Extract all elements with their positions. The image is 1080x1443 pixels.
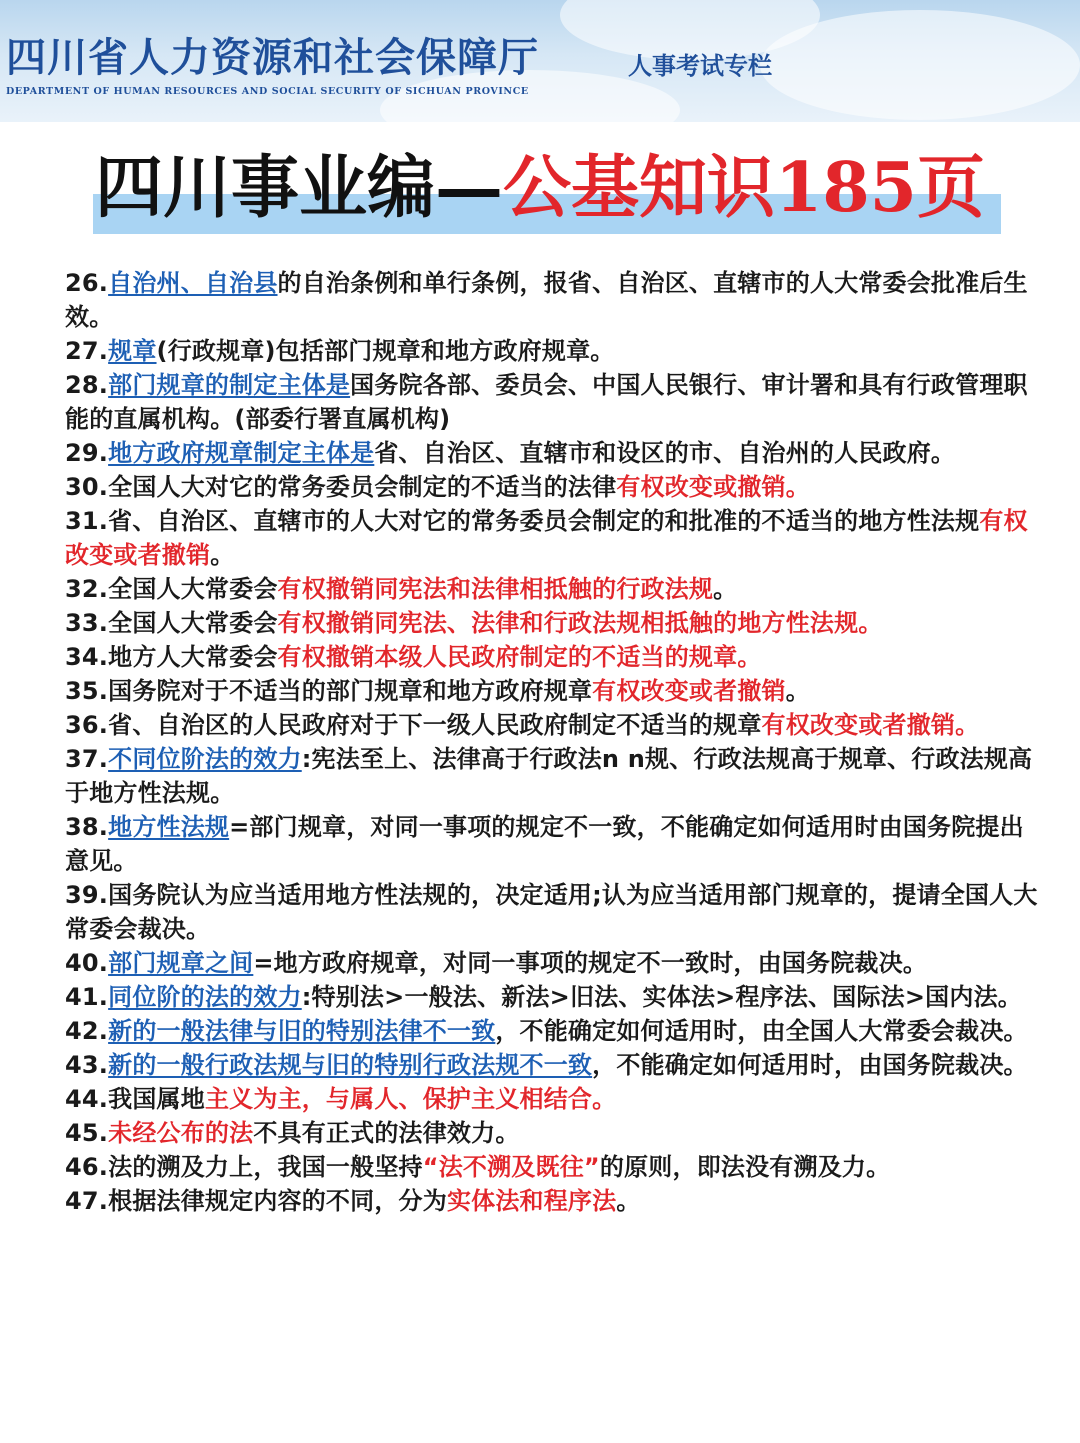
item-key-term: 不同位阶法的效力 [108,745,302,773]
item-key-term: 规章 [108,337,157,365]
item-number: 36. [65,711,109,739]
list-item [65,980,1040,1014]
item-highlight: 未经公布的法 [108,1119,254,1147]
item-number: 43. [65,1051,109,1079]
list-item [65,640,1040,674]
item-text: 。 [210,541,235,569]
item-key-term: 地方政府规章制定主体是 [108,439,375,467]
item-key-term: 部门规章之间 [108,949,254,977]
item-text: 根据法律规定内容的不同，分为 [108,1187,447,1215]
item-number: 26. [65,269,109,297]
item-number: 44. [65,1085,109,1113]
item-text: ，不能确定如何适用时，由国务院裁决。 [592,1051,1028,1079]
item-text: 省、自治区、直辖市的人大对它的常务委员会制定的和批准的不适当的地方性法规 [108,507,980,535]
item-number: 38. [65,813,109,841]
item-text: =部门规章，对同一事项的规定不一致，不能确定如何适用时由国务院提出意见。 [65,813,1024,875]
list-item [65,266,1040,334]
list-item [65,1014,1040,1048]
item-key-term: 部门规章的制定主体是 [108,371,351,399]
item-number: 29. [65,439,109,467]
item-highlight: 有权改变或者撤销 [65,507,1028,569]
list-item [65,1048,1040,1082]
item-text: 法的溯及力上，我国一般坚持 [108,1153,423,1181]
list-item [65,334,1040,368]
list-item [65,1184,1040,1218]
item-number: 27. [65,337,109,365]
item-text: =地方政府规章，对同一事项的规定不一致时，由国务院裁决。 [253,949,928,977]
item-highlight: 有权撤销本级人民政府制定的不适当的规章。 [277,643,762,671]
item-text: 国务院各部、委员会、中国人民银行、审计署和具有行政管理职能的直属机构。(部委行署直属机构) [65,371,1028,433]
cloud-decoration [760,10,1080,120]
list-item [65,504,1040,572]
item-number: 46. [65,1153,109,1181]
list-item [65,606,1040,640]
item-highlight: 有权改变或撤销。 [616,473,810,501]
item-highlight: 有权撤销同宪法、法律和行政法规相抵触的地方性法规。 [277,609,883,637]
item-text: :宪法至上、法律高于行政法n n规、行政法规高于规章、行政法规高于地方性法规。 [65,745,1033,807]
item-text: 地方人大常委会 [108,643,278,671]
page-title-red: 公基知识185页 [503,148,985,228]
item-text: 的自治条例和单行条例，报省、自治区、直辖市的人大常委会批准后生效。 [65,269,1028,331]
list-item [65,946,1040,980]
item-key-term: 地方性法规 [108,813,230,841]
list-item [65,436,1040,470]
list-item [65,742,1040,810]
item-text: 。 [713,575,738,603]
item-text: 全国人大对它的常务委员会制定的不适当的法律 [108,473,617,501]
item-key-term: 同位阶的法的效力 [108,983,302,1011]
item-key-term: 新的一般法律与旧的特别法律不一致 [108,1017,496,1045]
item-text: 国务院认为应当适用地方性法规的，决定适用;认为应当适用部门规章的，提请全国人大常委会裁决。 [65,881,1038,943]
list-item [65,368,1040,436]
list-item [65,1150,1040,1184]
item-number: 31. [65,507,109,535]
org-name: 四川省人力资源和社会保障厅 [6,34,539,81]
column-label: 人事考试专栏 [628,51,772,80]
item-number: 40. [65,949,109,977]
item-text: 的原则，即法没有溯及力。 [599,1153,891,1181]
item-number: 28. [65,371,109,399]
item-number: 34. [65,643,109,671]
item-text: ，不能确定如何适用时，由全国人大常委会裁决。 [495,1017,1028,1045]
item-number: 45. [65,1119,109,1147]
list-item [65,674,1040,708]
item-key-term: 自治州、自治县 [108,269,278,297]
list-item [65,572,1040,606]
item-number: 47. [65,1187,109,1215]
page-title-black: 四川事业编— [95,148,504,228]
item-text: 。 [785,677,810,705]
item-number: 39. [65,881,109,909]
list-item [65,1116,1040,1150]
item-key-term: 新的一般行政法规与旧的特别行政法规不一致 [108,1051,593,1079]
item-text: 我国属地 [108,1085,205,1113]
item-number: 37. [65,745,109,773]
item-number: 35. [65,677,109,705]
list-item [65,810,1040,878]
item-highlight: 实体法和程序法 [446,1187,617,1215]
item-highlight: 有权撤销同宪法和法律相抵触的行政法规 [277,575,714,603]
item-number: 33. [65,609,109,637]
item-text: (行政规章)包括部门规章和地方政府规章。 [156,337,615,365]
item-number: 41. [65,983,109,1011]
item-text: 。 [616,1187,641,1215]
item-text: 省、自治区、直辖市和设区的市、自治州的人民政府。 [374,439,956,467]
item-number: 30. [65,473,109,501]
item-text: 国务院对于不适当的部门规章和地方政府规章 [108,677,593,705]
item-highlight: 主义为主，与属人、保护主义相结合。 [204,1085,617,1113]
item-number: 42. [65,1017,109,1045]
list-item [65,470,1040,504]
item-text: 省、自治区的人民政府对于下一级人民政府制定不适当的规章 [108,711,762,739]
item-text: 全国人大常委会 [108,609,278,637]
org-name-en: DEPARTMENT OF HUMAN RESOURCES AND SOCIAL SECURITY OF SICHUAN PROVINCE [6,86,529,97]
item-text: 不具有正式的法律效力。 [253,1119,520,1147]
list-item [65,1082,1040,1116]
page-title [0,140,1080,236]
knowledge-list [65,266,1040,1218]
item-highlight: 有权改变或者撤销 [592,677,786,705]
item-text: 全国人大常委会 [108,575,278,603]
list-item [65,708,1040,742]
item-number: 32. [65,575,109,603]
list-item [65,878,1040,946]
item-highlight: “法不溯及既往” [422,1153,600,1181]
header-banner [0,0,1080,122]
item-highlight: 有权改变或者撤销。 [761,711,980,739]
item-text: :特别法>一般法、新法>旧法、实体法>程序法、国际法>国内法。 [301,983,1022,1011]
